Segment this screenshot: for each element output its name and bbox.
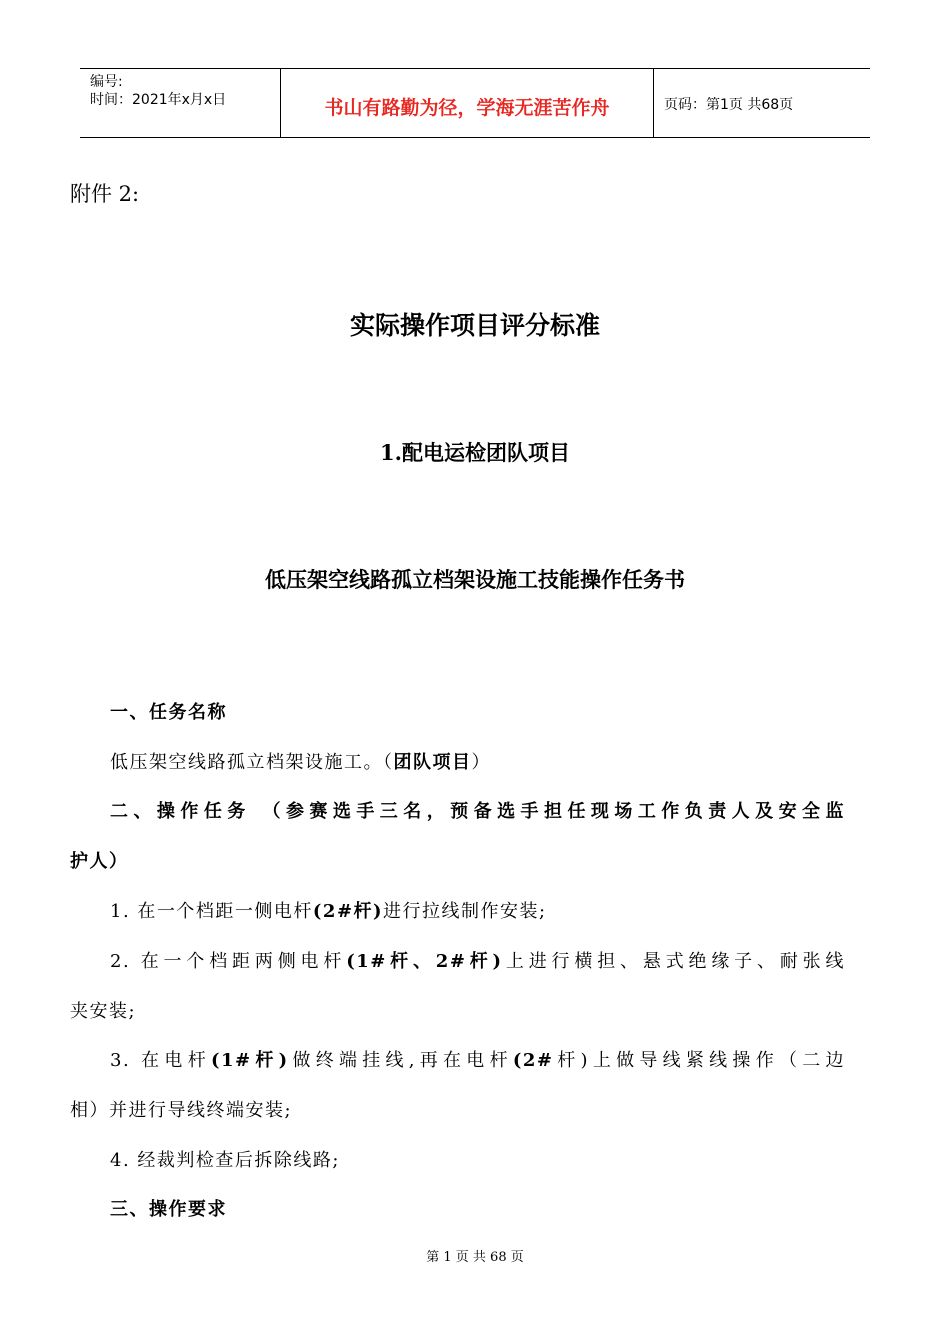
task-name-body: 低压架空线路孤立档架设施工。 [110, 752, 383, 773]
paren-open: （ [383, 752, 394, 773]
task-item-4: 4. 经裁判检查后拆除线路; [110, 1150, 340, 1171]
task-item-2 [110, 947, 845, 973]
task-item-3 [110, 1046, 845, 1072]
attachment-label: 附件 2: [70, 182, 140, 206]
task-item-2-suffix: 上进行横担、悬式绝缘子、耐张线 [502, 951, 845, 972]
task-item-3-prefix: 3. 在电杆 [110, 1050, 211, 1071]
task-item-1-prefix: 1. 在一个档距一侧电杆 [110, 901, 313, 922]
task-item-3-suffix: 杆)上做导线紧线操作（二边 [553, 1050, 845, 1071]
page-header [80, 68, 870, 138]
task-item-3-pole-1: (1#杆) [210, 1050, 289, 1071]
task-name-text [110, 748, 491, 774]
document-number-label: 编号: [90, 74, 123, 90]
task-title: 低压架空线路孤立档架设施工技能操作任务书 [265, 567, 685, 592]
task-item-2-cont: 夹安装; [70, 1001, 137, 1022]
header-page-info: 页码：第1页 共68页 [664, 97, 794, 113]
task-item-3-mid: 做终端挂线,再在电杆 [288, 1050, 513, 1071]
task-item-1 [110, 897, 547, 923]
section-subtitle: 1.配电运检团队项目 [380, 440, 570, 465]
team-project-label: 团队项目 [393, 752, 472, 773]
document-title: 实际操作项目评分标准 [349, 311, 600, 340]
task-item-2-poles: (1#杆、2#杆) [346, 951, 503, 972]
section-heading-operation-requirements: 三、操作要求 [110, 1199, 227, 1220]
task-item-3-pole-2: (2# [512, 1050, 554, 1071]
header-motto-cell [280, 69, 654, 137]
header-motto: 书山有路勤为径，学海无涯苦作舟 [324, 97, 610, 119]
header-page-cell [654, 69, 870, 137]
paren-close: ） [471, 752, 491, 773]
section-heading-operation-tasks: 二、操作任务 （参赛选手三名，预备选手担任现场工作负责人及安全监 [110, 801, 845, 822]
task-item-2-prefix: 2. 在一个档距两侧电杆 [110, 951, 347, 972]
header-info-cell [80, 69, 280, 137]
document-date: 时间：2021年x月x日 [90, 92, 227, 108]
section-heading-operation-tasks-cont: 护人） [70, 851, 129, 872]
task-item-1-suffix: 进行拉线制作安装; [383, 901, 547, 922]
task-item-1-pole: (2#杆) [312, 901, 384, 922]
task-item-3-cont: 相）并进行导线终端安装; [70, 1100, 293, 1121]
page-footer: 第 1 页 共 68 页 [426, 1250, 524, 1265]
section-heading-task-name: 一、任务名称 [110, 702, 227, 723]
